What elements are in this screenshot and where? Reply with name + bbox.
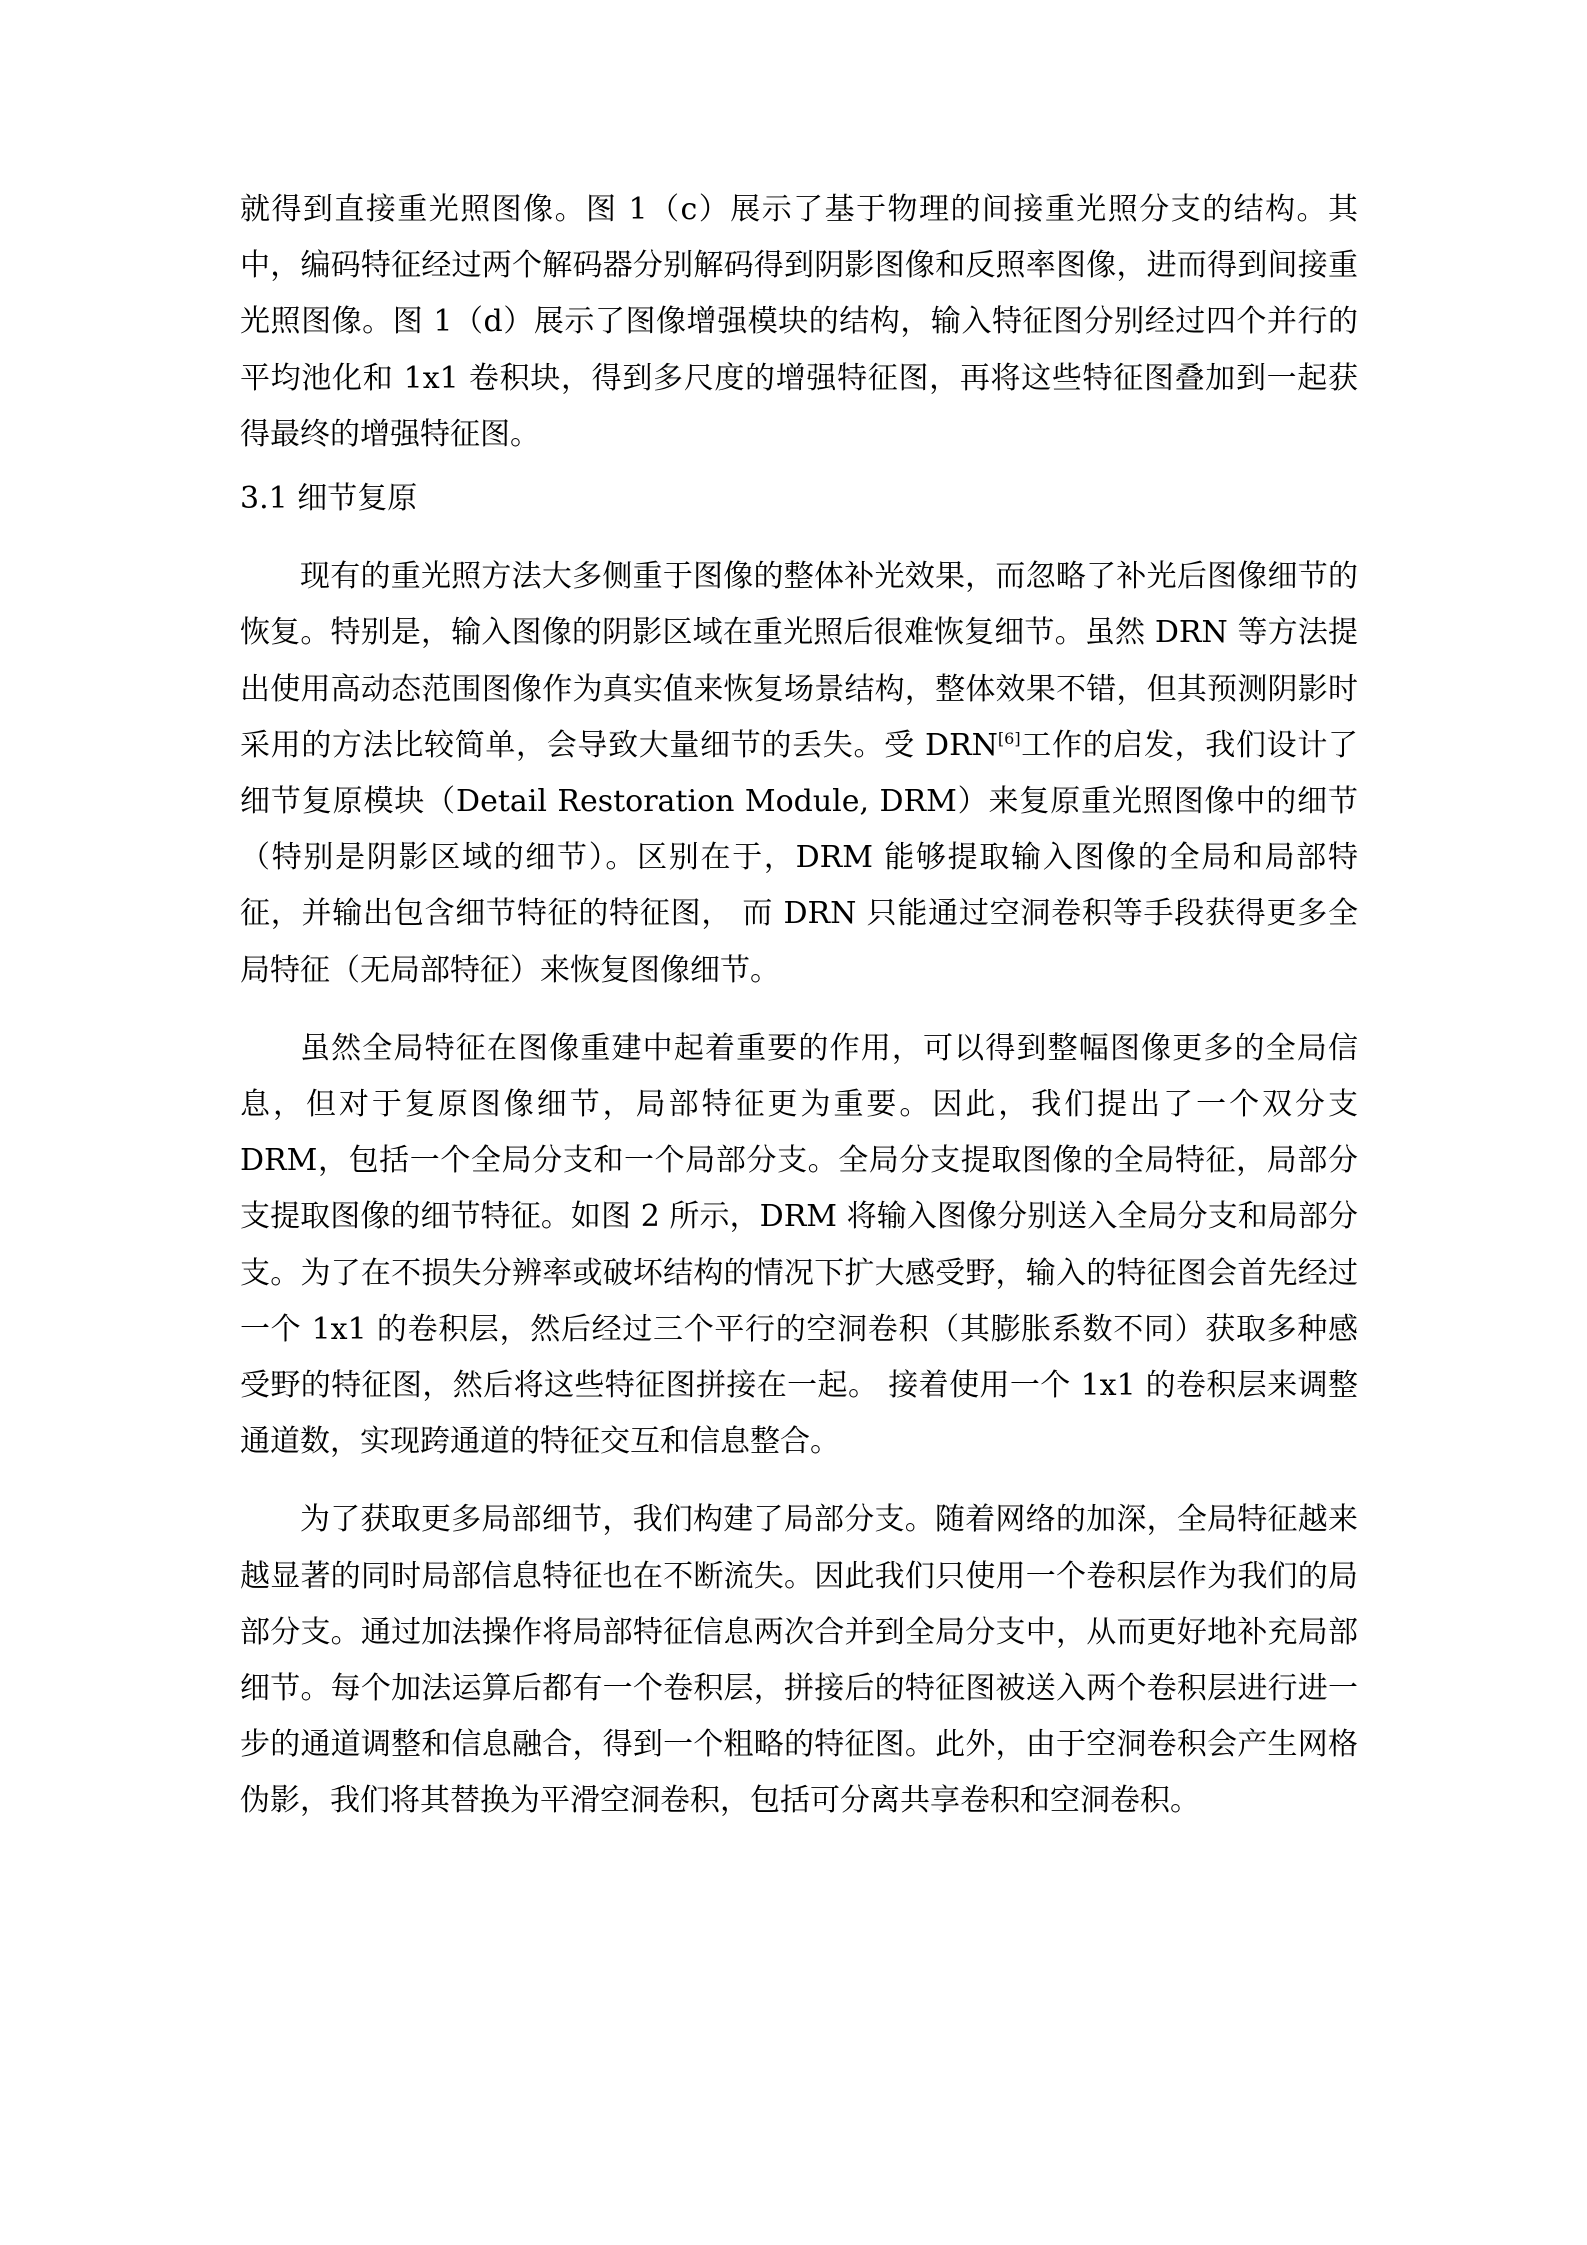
paragraph-intro: 就得到直接重光照图像。图 1（c）展示了基于物理的间接重光照分支的结构。其中，编码特征经过两个解码器分别解码得到阴影图像和反照率图像，进而得到间接重光照图像。图 1（d）展示了图像增强模块的结构，输入特征图分别经过四个并行的平均池化和 1x1 卷积块，得到多尺度的增强特征图，再将这些特征图叠加到一起获得最终的增强特征图。 xyxy=(240,192,1358,452)
paragraph-local-branch: 为了获取更多局部细节，我们构建了局部分支。随着网络的加深，全局特征越来越显著的同时局部信息特征也在不断流失。因此我们只使用一个卷积层作为我们的局部分支。通过加法操作将局部特征信息两次合并到全局分支中，从而更好地补充局部细节。每个加法运算后都有一个卷积层，拼接后的特征图被送入两个卷积层进行进一步的通道调整和信息融合，得到一个粗略的特征图。此外，由于空洞卷积会产生网格伪影，我们将其替换为平滑空洞卷积，包括可分离共享卷积和空洞卷积。 xyxy=(240,1502,1358,1819)
body-text xyxy=(240,182,1358,1830)
section-heading: 3.1 细节复原 xyxy=(240,481,418,517)
citation-ref: [6] xyxy=(997,728,1021,748)
paragraph-text: 工作的启发，我们设计了细节复原模块（Detail Restoration Module, DRM）来复原重光照图像中的细节（特别是阴影区域的细节）。区别在于，DRM 能够提取输入图像的全局和局部特征，并输出包含细节特征的特征图， 而 DRN 只能通过空洞卷积等手段获得更多全局特征（无局部特征）来恢复图像细节。 xyxy=(240,727,1358,988)
paragraph-detail-restoration xyxy=(240,549,1358,999)
paragraph-text: 现有的重光照方法大多侧重于图像的整体补光效果，而忽略了补光后图像细节的恢复。特别是，输入图像的阴影区域在重光照后很难恢复细节。虽然 DRN 等方法提出使用高动态范围图像作为真实值来恢复场景结构，整体效果不错，但其预测阴影时采用的方法比较简单，会导致大量细节的丢失。受 DRN xyxy=(240,559,1358,763)
paragraph-global-features: 虽然全局特征在图像重建中起着重要的作用，可以得到整幅图像更多的全局信息，但对于复原图像细节，局部特征更为重要。因此，我们提出了一个双分支 DRM，包括一个全局分支和一个局部分支。全局分支提取图像的全局特征，局部分支提取图像的细节特征。如图 2 所示，DRM 将输入图像分别送入全局分支和局部分支。为了在不损失分辨率或破坏结构的情况下扩大感受野，输入的特征图会首先经过一个 1x1 的卷积层，然后经过三个平行的空洞卷积（其膨胀系数不同）获取多种感受野的特征图，然后将这些特征图拼接在一起。 接着使用一个 1x1 的卷积层来调整通道数，实现跨通道的特征交互和信息整合。 xyxy=(240,1030,1358,1460)
